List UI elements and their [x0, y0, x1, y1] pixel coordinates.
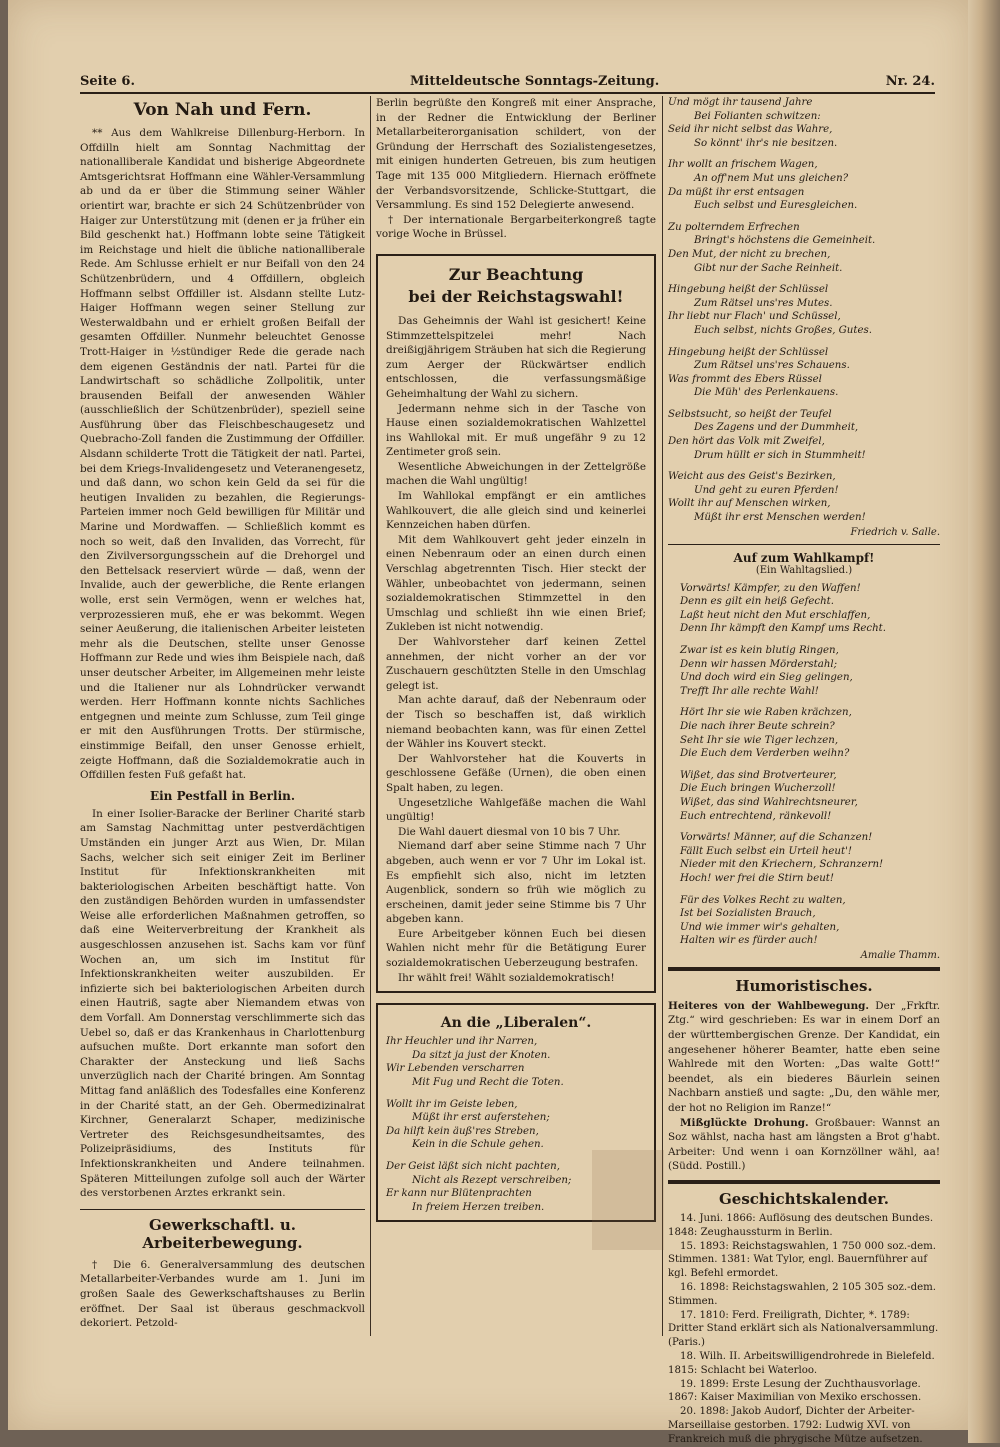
verse-line: Der Geist läßt sich nicht pachten, [386, 1161, 560, 1172]
verse-line: Den Mut, der nicht zu brechen, [668, 248, 831, 260]
verse-line: Vorwärts! Kämpfer, zu den Waffen! [680, 582, 861, 594]
column-rule-1 [370, 96, 371, 1336]
headline-pestfall: Ein Pestfall in Berlin. [149, 788, 296, 803]
verse-line: So könnt' ihr's nie besitzen. [694, 137, 838, 149]
verse-line: Und doch wird ein Sieg gelingen, [680, 672, 853, 684]
poem-liberalen-cont [668, 96, 940, 525]
header-rule [80, 92, 935, 94]
verse-line: Zum Rätsel uns'res Mutes. [694, 297, 833, 309]
notice-p2: Jedermann nehme sich in der Tasche von Hause einen sozialdemokratischen Wahlzettel ins Wahllokal mit. Er muß ungefähr 9 zu 12 Zentimeter groß sein. [386, 402, 646, 459]
notice-title-1: Zur Beachtung [448, 264, 584, 284]
verse-line: Hingebung heißt der Schlüssel [668, 284, 829, 296]
notice-p5: Mit dem Wahlkouvert geht jeder einzeln in einen Nebenraum oder an einen durch einen Verschlag abgetrennten Tisch. Hier steckt der Wähler, unbeobachtet von jedermann, seinen sozialdemokratischen Stimmzettel in den Umschlag und schließt ihn wie einen Brief; Zukleben ist nicht notwendig. [386, 533, 646, 634]
verse-line: Euch selbst und Euresgleichen. [694, 200, 858, 212]
notice-p4: Im Wahllokal empfängt er ein amtliches Wahlkouvert, die alle gleich sind und keinerlei Kennzeichen haben dürfen. [386, 490, 646, 532]
notice-p11: Niemand darf aber seine Stimme nach 7 Uhr abgeben, auch wenn er vor 7 Uhr im Lokal ist. Es empfiehlt sich also, nicht im letzten Augenblick, sondern so früh wie möglich zu erscheinen, damit jeder seine Stimme bis 7 Uhr abgeben kann. [386, 840, 646, 926]
page-header [80, 70, 935, 92]
verse-line: Wollt ihr auf Menschen wirken, [668, 498, 831, 510]
notice-p9: Ungesetzliche Wahlgefäße machen die Wahl ungültig! [386, 796, 646, 824]
verse-line: Für des Volkes Recht zu walten, [680, 894, 846, 906]
verse-line: Nieder mit den Kriechern, Schranzern! [680, 859, 884, 871]
verse-line: Und mögt ihr tausend Jahre [668, 97, 813, 108]
verse-line: Des Zagens und der Dummheit, [694, 422, 859, 434]
thick-divider [668, 1180, 940, 1184]
verse-line: Nicht als Rezept verschreiben; [412, 1174, 572, 1186]
verse-line: Laßt heut nicht den Mut erschlaffen, [680, 609, 871, 621]
verse-line: Bringt's höchstens die Gemeinheit. [694, 235, 876, 247]
article-metallarbeiter: † Die 6. Generalversammlung des deutschen Metallarbeiter-Verbandes wurde am 1. Juni im großen Saale des Gewerkschaftshauses zu Berlin eröffnet. Der Saal ist überaus geschmackvoll dekoriert. Petzold- [80, 1258, 365, 1330]
poem-author: Friedrich v. Salle. [850, 526, 940, 538]
poem-author: Amalie Thamm. [860, 949, 940, 961]
calendar-entry: 19. 1899: Erste Lesung der Zuchthausvorlage. 1867: Kaiser Maximilian von Mexiko erschossen. [668, 1378, 922, 1404]
verse-line: Denn es gilt ein heiß Gefecht. [680, 596, 834, 608]
poem-subtitle: (Ein Wahltagslied.) [755, 564, 853, 576]
verse-line: Die Euch dem Verderben weihn? [680, 748, 850, 760]
verse-line: Denn Ihr kämpft den Kampf ums Recht. [680, 623, 886, 635]
verse-line: Da sitzt ja just der Knoten. [412, 1049, 551, 1061]
verse-line: Was frommt des Ebers Rüssel [668, 373, 822, 385]
verse-line: Wir Lebenden verscharren [386, 1063, 525, 1075]
paper-stain [592, 1150, 664, 1250]
verse-line: Bei Folianten schwitzen: [694, 110, 821, 122]
verse-line: Fällt Euch selbst ein Urteil heut'! [680, 845, 852, 857]
verse-line: Seht Ihr sie wie Tiger lechzen, [680, 734, 839, 746]
verse-line: Wollt ihr im Geiste leben, [386, 1098, 518, 1110]
notice-p10: Die Wahl dauert diesmal von 10 bis 7 Uhr. [398, 825, 621, 838]
column-1 [80, 96, 365, 1336]
notice-p13: Ihr wählt frei! Wählt sozialdemokratisch! [398, 971, 615, 984]
calendar-entry: 17. 1810: Ferd. Freiligrath, Dichter, *. 1789: Dritter Stand erklärt sich als Nationalversammlung. (Paris.) [668, 1309, 939, 1349]
verse-line: In freiem Herzen treiben. [412, 1201, 545, 1213]
divider [668, 544, 940, 545]
notice-p7: Man achte darauf, daß der Nebenraum oder der Tisch so beschaffen ist, daß wirklich niemand beobachten kann, was für einen Zettel der Wähler ins Kouvert steckt. [386, 694, 646, 751]
page-number: Seite 6. [80, 74, 135, 89]
poem-title-wahlkampf: Auf zum Wahlkampf! [733, 550, 875, 565]
verse-line: Und geht zu euren Pferden! [694, 484, 839, 496]
verse-line: Vorwärts! Männer, auf die Schanzen! [680, 832, 873, 844]
verse-line: Ist bei Sozialisten Brauch, [680, 908, 816, 920]
verse-line: Zu polterndem Erfrechen [668, 221, 800, 233]
verse-line: Da hilft kein äuß'res Streben, [386, 1125, 539, 1137]
column-3 [668, 96, 940, 1445]
verse-line: An off'nem Mut uns gleichen? [694, 172, 849, 184]
calendar-entry: 14. Juni. 1866: Auflösung des deutschen Bundes. 1848: Zeughaussturm in Berlin. [668, 1213, 934, 1238]
verse-line: Euch entrechtend, ränkevoll! [680, 810, 832, 822]
article-metallarbeiter-cont: Berlin begrüßte den Kongreß mit einer Ansprache, in der Redner die Entwicklung der Berliner Metallarbeiterorganisation schildert, von der Gründung der Herrschaft des Sozialistengesetzes, mit einigen hunderten Getreuen, bis zum heutigen Tage mit 135 000 Mitgliedern. Hiernach eröffnete der Verbandsvorsitzende, Schlicke-Stuttgart, die Versammlung. Es sind 152 Delegierte anwesend. [376, 97, 656, 212]
issue-number: Nr. 24. [885, 74, 935, 89]
notice-p8: Der Wahlvorsteher hat die Kouverts in geschlossene Gefäße (Urnen), die oben einen Spalt haben, zu legen. [386, 752, 646, 794]
article-dillenburg: ** Aus dem Wahlkreise Dillenburg-Herborn. In Offdilln hielt am Sonntag Nachmittag der nationalliberale Kandidat und bisherige Abgeordnete Amtsgerichtsrat Hoffmann eine Wähler-Versammlung ab und da er über die Stimmung seiner Wähler orientirt war, brachte er sich 24 Schützenbrüder von Haiger zur Unterstützung mit (denen er ja früher ein Bild geschenkt hat.) Hoffmann lobte seine Tätigkeit im Reichstage und hielt die übliche nationalliberale Rede. Am Schlusse erhielt er nur Beifall von den 24 Schützenbrüdern, und 4 Offdillern, obgleich Hoffmann selbst Offdiller ist. Alsdann stellte Lutz-Haiger Hoffmann wegen seiner Stellung zur Westerwaldbahn und er erhielt großen Beifall der gesamten Offdiller. Nunmehr beleuchtet Genosse Trott-Haiger in ½stündiger Rede die gerade nach dem eigenen Geständnis der natl. Partei für die Landwirtschaft so schädliche Zollpolitik, unter brausenden Beifall der anwesenden Wähler (ausschließlich der Schützenbrüder), speziell seine Ausführung über das Fleischbeschaugesetz und Quebracho-Zoll fanden die Zustimmung der Offdiller. Alsdann schilderte Trott die Tätigkeit der natl. Partei, bei dem Kriegs-Invalidengesetz und Veteranengesetz, und daß dann, wo schon kein Geld da sei für die heutigen Invaliden zu bezahlen, die Regierungs-Parteien immer noch Geld bewilligen für Militär und Marine und Mordwaffen. — Schließlich kommt es noch so weit, daß den Invaliden, das Vorrecht, für den Zivilversorgungsschein auf die Drehorgel und den Bettelsack reserviert würde — daß, wenn der Invalide, auch der gewerbliche, die Rente erlangen wolle, erst sein Vermögen, wenn er welches hat, verprozessieren muß, ehe er was bekommt. Wegen seiner Aeußerung, die italienischen Arbeiter leisteten mehr als die Deutschen, stellte unser Genosse Hoffmann zur Rede und wies ihm Beispiele nach, daß unser deutscher Arbeiter, im Allgemeinen mehr leiste und die Italiener nur als Lohndrücker verwandt werden. Herr Hoffmann konnte nichts Sachliches entgegnen und meinte zum Schlusse, zum Teil ginge er mit den Ausführungen Trotts. Der stürmische, einstimmige Beifall, den unser Genosse erhielt, zeigte Hoffmann, daß die Sozialdemokratie auch in Offdillen festen Fuß gefaßt hat. [80, 127, 365, 782]
humor-text-1: Der „Frkftr. Ztg.“ wird geschrieben: Es war in einem Dorf an der württembergischen Grenze. Der Kandidat, ein angesehener höherer Beamter, hatte eben seine Wahlrede mit den Worten: „Das walte Gott!“ beendet, als ein biederes Bäurlein seinen Nachbarn anstieß und sagte: „Du, den wähle mer, der hot no Religion im Ranze!“ [668, 999, 940, 1115]
verse-line: Ihr wollt an frischem Wagen, [668, 159, 818, 171]
divider [80, 1209, 365, 1210]
verse-line: Hingebung heißt der Schlüssel [668, 346, 829, 358]
article-bergarbeiter: † Der internationale Bergarbeiterkongreß tagte vorige Woche in Brüssel. [376, 213, 656, 241]
verse-line: Zwar ist es kein blutig Ringen, [680, 645, 839, 656]
calendar-entry: 15. 1893: Reichstagswahlen, 1 750 000 soz.-dem. Stimmen. 1381: Wat Tylor, engl. Bauernführer auf kgl. Befehl ermordet. [668, 1240, 937, 1280]
section-title-humor: Humoristisches. [735, 976, 873, 995]
election-notice-box [376, 254, 656, 993]
section-title-gewerkschaft: Gewerkschaftl. u. Arbeiterbewegung. [142, 1215, 303, 1252]
verse-line: Die Euch bringen Wucherzoll! [680, 783, 836, 795]
verse-line: Hört Ihr sie wie Raben krächzen, [680, 707, 852, 719]
humor-headline-2: Mißglückte Drohung. [680, 1116, 809, 1129]
thick-divider [668, 967, 940, 971]
history-calendar [668, 1212, 940, 1447]
notice-p12: Eure Arbeitgeber können Euch bei diesen Wahlen nicht mehr für die Betätigung Eurer sozialdemokratischen Ueberzeugung bestrafen. [386, 927, 646, 970]
verse-line: Und wie immer wir's gehalten, [680, 921, 840, 933]
verse-line: Denn wir hassen Mörderstahl; [680, 658, 838, 670]
notice-title-2: bei der Reichstagswahl! [408, 286, 624, 306]
verse-line: Da müßt ihr erst entsagen [668, 186, 805, 198]
verse-line: Müßt ihr erst Menschen werden! [694, 512, 866, 524]
calendar-entry: 16. 1898: Reichstagswahlen, 2 105 305 soz.-dem. Stimmen. [668, 1281, 937, 1307]
verse-line: Halten wir es fürder auch! [680, 935, 818, 947]
calendar-entry: 20. 1898: Jakob Audorf, Dichter der Arbeiter-Marseillaise gestorben. 1792: Ludwig XVI. von Frankreich muß die phrygische Mütze aufsetzen. [668, 1406, 923, 1445]
verse-line: Selbstsucht, so heißt der Teufel [668, 408, 832, 420]
section-title-nah-fern: Von Nah und Fern. [133, 100, 312, 120]
calendar-entry: 18. Wilh. II. Arbeitswilligendrohrede in Bielefeld. 1815: Schlacht bei Waterloo. [668, 1350, 935, 1376]
verse-line: Gibt nur der Sache Reinheit. [694, 262, 843, 274]
verse-line: Die nach ihrer Beute schrein? [680, 720, 835, 732]
humor-headline-1: Heiteres von der Wahlbewegung. [668, 999, 870, 1012]
verse-line: Weicht aus des Geist's Bezirken, [668, 471, 836, 483]
verse-line: Euch selbst, nichts Großes, Gutes. [694, 324, 872, 336]
notice-p1: Das Geheimnis der Wahl ist gesichert! Keine Stimmzettelspitzelei mehr! Nach dreißigjährigem Sträuben hat sich die Regierung zum Aerger der Rückwärtser endlich entschlossen, die verfassungsmäßige Geheimhaltung der Wahl zu sichern. [386, 314, 646, 400]
verse-line: Den hört das Volk mit Zweifel, [668, 436, 825, 448]
verse-line: Wißet, das sind Wahlrechtsneurer, [680, 796, 858, 808]
section-title-kalender: Geschichtskalender. [719, 1190, 889, 1208]
newspaper-title: Mitteldeutsche Sonntags-Zeitung. [410, 74, 660, 89]
notice-p3: Wesentliche Abweichungen in der Zettelgröße machen die Wahl ungültig! [386, 460, 646, 488]
verse-line: Kein in die Schule gehen. [412, 1139, 544, 1151]
verse-line: Seid ihr nicht selbst das Wahre, [668, 124, 833, 136]
humor-text-2: Großbauer: Wannst an Soz wählst, nacha hast am längsten a Brot g'habt. Arbeiter: Und wenn i oan Kornzöllner wähl, aa! (Südd. Postill.) [668, 1116, 940, 1173]
verse-line: Hoch! wer frei die Stirn beut! [680, 872, 834, 884]
verse-line: Zum Rätsel uns'res Schauens. [694, 360, 850, 372]
verse-line: Mit Fug und Recht die Toten. [412, 1077, 564, 1089]
book-spine [968, 0, 1000, 1443]
verse-line: Ihr liebt nur Flach' und Schüssel, [668, 311, 841, 323]
verse-line: Ihr Heuchler und ihr Narren, [386, 1036, 538, 1048]
verse-line: Müßt ihr erst auferstehen; [412, 1112, 550, 1124]
poem-wahlkampf [668, 582, 940, 948]
verse-line: Wißet, das sind Brotverteurer, [680, 769, 837, 781]
verse-line: Drum hüllt er sich in Stummheit! [694, 449, 866, 461]
article-pestfall: In einer Isolier-Baracke der Berliner Charité starb am Samstag Nachmittag unter pestverdächtigen Umständen ein junger Arzt aus Wien, Dr. Milan Sachs, welcher sich seit einiger Zeit im Berliner Institut für Infektionskrankheiten mit bakteriologischen Arbeiten beschäftigt hatte. Von den zuständigen Behörden wurden in umfassendster Weise alle erforderlichen Maßnahmen getroffen, so daß eine Weiterverbreitung der Krankheit als ausgeschlossen anzusehen ist. Sachs kam vor fünf Wochen an, um sich im Institut für Infektionskrankheiten weiter auszubilden. Er infizierte sich bei bakteriologischen Arbeiten durch einen Hautriß, sagte aber Niemandem etwas von dem Vorfall. Am Donnerstag verschlimmerte sich das Uebel so, daß er das Krankenhaus in Charlottenburg aufsuchen mußte. Dort erkannte man sofort den Charakter der Ansteckung und ließ Sachs unverzüglich nach der Charité bringen. Am Sonntag Mittag fand anläßlich des Todesfalles eine Konferenz in der Charité statt, an der Geh. Obermedizinalrat Kirchner, Generalarzt Schaper, medizinische Vertreter des Reichsgesundheitsamtes, des Polizeipräsidiums, des Instituts für Infektionskrankheiten und Andere teilnahmen. Späteren Mitteilungen zufolge soll auch der Wärter des verstorbenen Arztes erkrankt sein. [80, 807, 365, 1200]
poem-title-liberalen: An die „Liberalen“. [440, 1015, 592, 1032]
verse-line: Er kann nur Blütenprachten [386, 1188, 532, 1200]
verse-line: Die Müh' des Perlenkauens. [694, 387, 839, 399]
verse-line: Trefft Ihr alle rechte Wahl! [680, 685, 819, 697]
notice-p6: Der Wahlvorsteher darf keinen Zettel annehmen, der nicht vorher an der vor Zuschauern geschützten Stelle in den Umschlag gelegt ist. [386, 636, 646, 692]
